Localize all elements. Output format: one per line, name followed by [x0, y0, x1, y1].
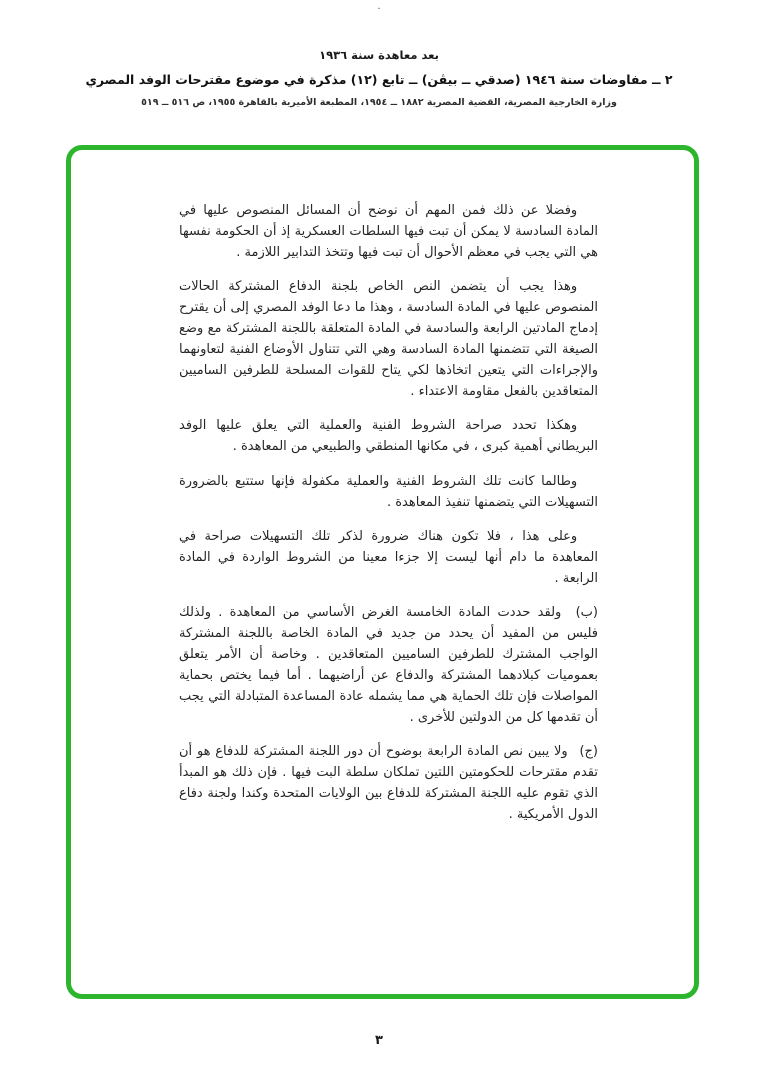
- paragraph-text: وهكذا تحدد صراحة الشروط الفنية والعملية التي يعلق عليها الوفد البريطاني أهمية كبرى ، في مكانها المنطقي والطبيعي من المعاهدة .: [179, 418, 598, 455]
- page-number: ٣: [375, 1033, 383, 1048]
- paragraph-text: وطالما كانت تلك الشروط الفنية والعملية مكفولة فإنها ستتبع بالضرورة التسهيلات التي يتضمنها تنفيذ المعاهدة .: [179, 473, 598, 510]
- paragraph: [179, 741, 598, 825]
- green-highlight-box: [66, 145, 699, 999]
- paragraph: [179, 602, 598, 728]
- paragraph-text: ولقد حددت المادة الخامسة الغرض الأساسي من المعاهدة . ولذلك فليس من المفيد أن يحدد من جديد في المادة الخاصة باللجنة المشتركة الواجب المشترك للطرفين الساميين المتعاقدين . وخاصة أن الأمر يتعلق بعموميات كبلادهما المشتركة والدفاع عن أراضيهما . أما فيما يختص بحماية المواصلات فإن تلك الحماية هي مما يشمله عادة المساعدة المتبادلة التي يجب أن تقدمها كل من الدولتين للأخرى .: [179, 604, 598, 725]
- paragraph: [179, 200, 598, 263]
- scan-artifact-dot: ·: [377, 4, 381, 15]
- document-body: [71, 150, 694, 825]
- paragraph-marker: (ج): [579, 744, 598, 760]
- paragraph: [179, 276, 598, 402]
- header-context-line: بعد معاهدة سنة ١٩٣٦: [319, 48, 439, 62]
- paragraph-marker: (ب): [575, 604, 598, 620]
- header-title-line: ٢ ــ مفاوضات سنة ١٩٤٦ (صدقي ــ بيڤن) ــ تابع (١٢) مذكرة في موضوع مقترحات الوفد المصري: [85, 72, 673, 87]
- header-source-line: وزارة الخارجية المصرية، القضية المصرية ١٨٨٢ ــ ١٩٥٤، المطبعة الأميرية بالقاهرة ١٩٥٥، ص ٥١٦ ــ ٥١٩: [141, 97, 617, 108]
- document-header: [0, 48, 758, 108]
- paragraph: [179, 526, 598, 589]
- paragraph: [179, 471, 598, 513]
- paragraph-text: وفضلا عن ذلك فمن المهم أن نوضح أن المسائل المنصوص عليها في المادة السادسة لا يمكن أن تبت فيها السلطات العسكرية إذ أن الحكومة نفسها هي التي يجب في معظم الأحوال أن تبت فيها وتتخذ التدابير اللازمة .: [179, 203, 598, 261]
- paragraph-text: ولا يبين نص المادة الرابعة بوضوح أن دور اللجنة المشتركة للدفاع هو أن تقدم مقترحات للحكومتين اللتين تملكان سلطة البت فيها . فإن ذلك هو المبدأ الذي تقوم عليه اللجنة المشتركة للدفاع بين الولايات المتحدة وكندا ولجنة دفاع الدول الأمريكية .: [179, 744, 598, 823]
- paragraph: [179, 415, 598, 457]
- paragraph-text: وعلى هذا ، فلا تكون هناك ضرورة لذكر تلك التسهيلات صراحة في المعاهدة ما دام أنها ليست إلا جزءا معينا من الشروط الواردة في المادة الرابعة .: [179, 528, 598, 586]
- paragraph-text: وهذا يجب أن يتضمن النص الخاص بلجنة الدفاع المشتركة الحالات المنصوص عليها في المادة السادسة ، وهذا ما دعا الوفد المصري إلى أن يقترح إدماج المادتين الرابعة والسادسة في المادة المتعلقة باللجنة المشتركة مع وضع الصيغة التي تتضمنها المادة السادسة وهي التي تتناول الأوضاع الفنية لتعاونهما والإجراءات التي يتعين اتخاذها لكي يتاح للقوات المسلحة للطرفين الساميين المتعاقدين بالفعل مقاومة الاعتداء .: [179, 279, 598, 400]
